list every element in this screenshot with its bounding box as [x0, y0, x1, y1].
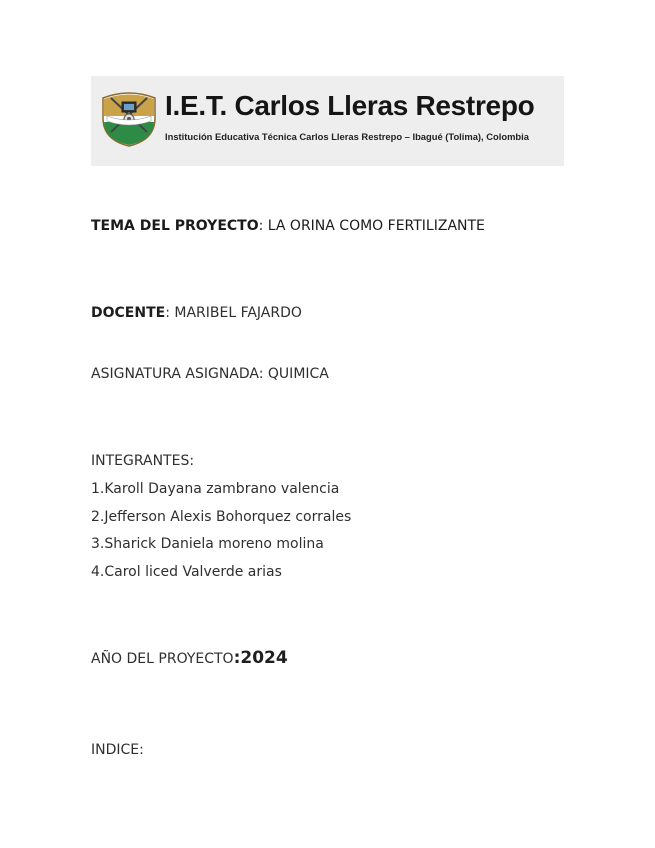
subject-value: : QUIMICA	[258, 366, 329, 382]
school-header-banner	[91, 76, 564, 166]
member-item: 3.Sharick Daniela moreno molina	[91, 536, 324, 552]
member-item: 2.Jefferson Alexis Bohorquez corrales	[91, 509, 352, 525]
year-label: AÑO DEL PROYECTO	[91, 651, 234, 667]
school-name: I.E.T. Carlos Lleras Restrepo	[165, 90, 535, 121]
members-heading: INTEGRANTES:	[91, 453, 195, 469]
school-crest-icon	[99, 86, 159, 148]
subject-label: ASIGNATURA ASIGNADA	[91, 366, 259, 382]
teacher-value: : MARIBEL FAJARDO	[165, 305, 302, 321]
teacher-line	[91, 305, 302, 321]
teacher-label: DOCENTE	[91, 305, 166, 321]
topic-value: : LA ORINA COMO FERTILIZANTE	[258, 218, 485, 234]
subject-line	[91, 366, 329, 382]
year-line	[91, 648, 288, 668]
topic-line	[91, 218, 485, 234]
year-value: :2024	[233, 648, 288, 668]
index-heading: INDICE:	[91, 742, 144, 758]
school-subtitle: Institución Educativa Técnica Carlos Lleras Restrepo – Ibagué (Tolima), Colombia	[165, 131, 529, 142]
member-item: 4.Carol liced Valverde arias	[91, 564, 282, 580]
member-item: 1.Karoll Dayana zambrano valencia	[91, 481, 340, 497]
topic-label: TEMA DEL PROYECTO	[91, 218, 259, 234]
